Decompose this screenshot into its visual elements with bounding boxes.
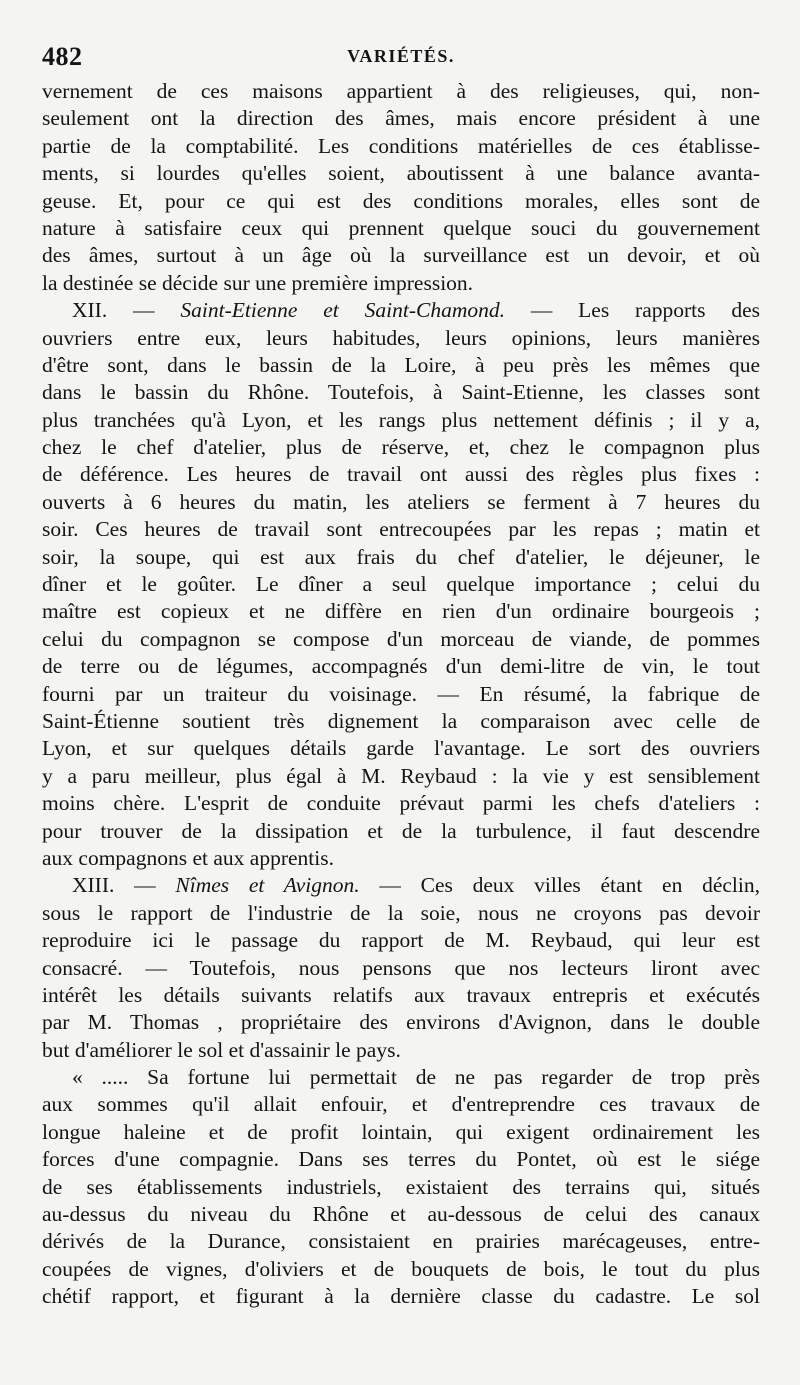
section-title: Nîmes et Avignon. [175,873,360,898]
text-line: geuse. Et, pour ce qui est des conditions morales, elles sont de [42,188,760,213]
section-heading-xiii [42,872,760,899]
text-line: ouvriers entre eux, leurs habitudes, leurs opinions, leurs manières [42,325,760,350]
text-line: fourni par un traiteur du voisinage. — En résumé, la fabrique de [42,681,760,706]
section-lead: — Les rapports des [504,298,760,323]
text-line: vernement de ces maisons appartient à des religieuses, qui, non- [42,79,760,103]
text-line: intérêt les détails suivants relatifs aux travaux entrepris et exécutés [42,982,760,1007]
text-line: Saint-Étienne soutient très dignement la comparaison avec celle de [42,708,760,733]
text-line: aux sommes qu'il allait enfouir, et d'entreprendre ces travaux de [42,1092,760,1117]
running-head: VARIÉTÉS. [347,46,455,66]
text-line: d'être sont, dans le bassin de la Loire, à peu près les mêmes que [42,352,760,377]
text-line: but d'améliorer le sol et d'assainir le pays. [42,1037,401,1062]
section-title: Saint-Etienne et Saint-Chamond. [180,298,505,323]
text-line: moins chère. L'esprit de conduite prévaut parmi les chefs d'ateliers : [42,791,760,816]
text-line: celui du compagnon se compose d'un morceau de viande, de pommes [42,626,760,651]
text-line: plus tranchées qu'à Lyon, et les rangs plus nettement définis ; il y a, [42,407,760,432]
text-line: de ses établissements industriels, existaient des terrains qui, situés [42,1174,760,1199]
text-line: chez le chef d'atelier, plus de réserve, et, chez le compagnon plus [42,435,760,460]
page-number: 482 [42,42,83,71]
text-line: longue haleine et de profit lointain, qui exigent ordinairement les [42,1119,760,1144]
text-line: nature à satisfaire ceux qui prennent quelque souci du gouvernement [42,215,760,240]
text-line: seulement ont la direction des âmes, mais encore président à une [42,106,760,131]
quote-line: « ..... Sa fortune lui permettait de ne pas regarder de trop près [72,1065,760,1090]
section-number: XII. — [72,298,181,323]
text-line: aux compagnons et aux apprentis. [42,845,334,870]
text-line: ouverts à 6 heures du matin, les ateliers se ferment à 7 heures du [42,489,760,514]
text-line: y a paru meilleur, plus égal à M. Reybaud : la vie y est sensiblement [42,763,760,788]
text-line: par M. Thomas , propriétaire des environs d'Avignon, dans le double [42,1010,760,1035]
text-line: chétif rapport, et figurant à la dernière classe du cadastre. Le sol [42,1284,760,1309]
text-line: au-dessus du niveau du Rhône et au-dessous de celui des canaux [42,1202,760,1227]
text-line: dîner et le goûter. Le dîner a seul quelque importance ; celui du [42,572,760,597]
text-line: forces d'une compagnie. Dans ses terres du Pontet, où est le siége [42,1147,760,1172]
text-line: de déférence. Les heures de travail ont aussi des règles plus fixes : [42,462,760,487]
text-line: consacré. — Toutefois, nous pensons que nos lecteurs liront avec [42,955,760,980]
section-heading-xii [42,297,760,324]
section-lead: — Ces deux villes étant en déclin, [359,873,760,898]
text-line: dérivés de la Durance, consistaient en prairies marécageuses, entre- [42,1229,760,1254]
section-number: XIII. — [72,873,176,898]
text-line: Lyon, et sur quelques détails garde l'avantage. Le sort des ouvriers [42,736,760,761]
text-line: soir. Ces heures de travail sont entrecoupées par les repas ; matin et [42,517,760,542]
text-line: soir, la soupe, qui est aux frais du chef d'atelier, le déjeuner, le [42,544,760,569]
text-line: coupées de vignes, d'oliviers et de bouquets de bois, le tout du plus [42,1256,760,1281]
text-line: pour trouver de la dissipation et de la turbulence, il faut descendre [42,818,760,843]
text-line: la destinée se décide sur une première impression. [42,270,474,295]
text-line: partie de la comptabilité. Les conditions matérielles de ces établisse- [42,133,760,158]
text-line: dans le bassin du Rhône. Toutefois, à Saint-Etienne, les classes sont [42,380,760,405]
body-text [42,78,760,1311]
text-line: sous le rapport de l'industrie de la soie, nous ne croyons pas devoir [42,900,760,925]
text-line: des âmes, surtout à un âge où la surveillance est un devoir, et où [42,243,760,268]
text-line: de terre ou de légumes, accompagnés d'un demi-litre de vin, le tout [42,654,760,679]
page-header [42,34,760,74]
text-line: reproduire ici le passage du rapport de M. Reybaud, qui leur est [42,928,760,953]
text-line: ments, si lourdes qu'elles soient, aboutissent à une balance avanta- [42,161,760,186]
text-line: maître est copieux et ne diffère en rien d'un ordinaire bourgeois ; [42,599,760,624]
